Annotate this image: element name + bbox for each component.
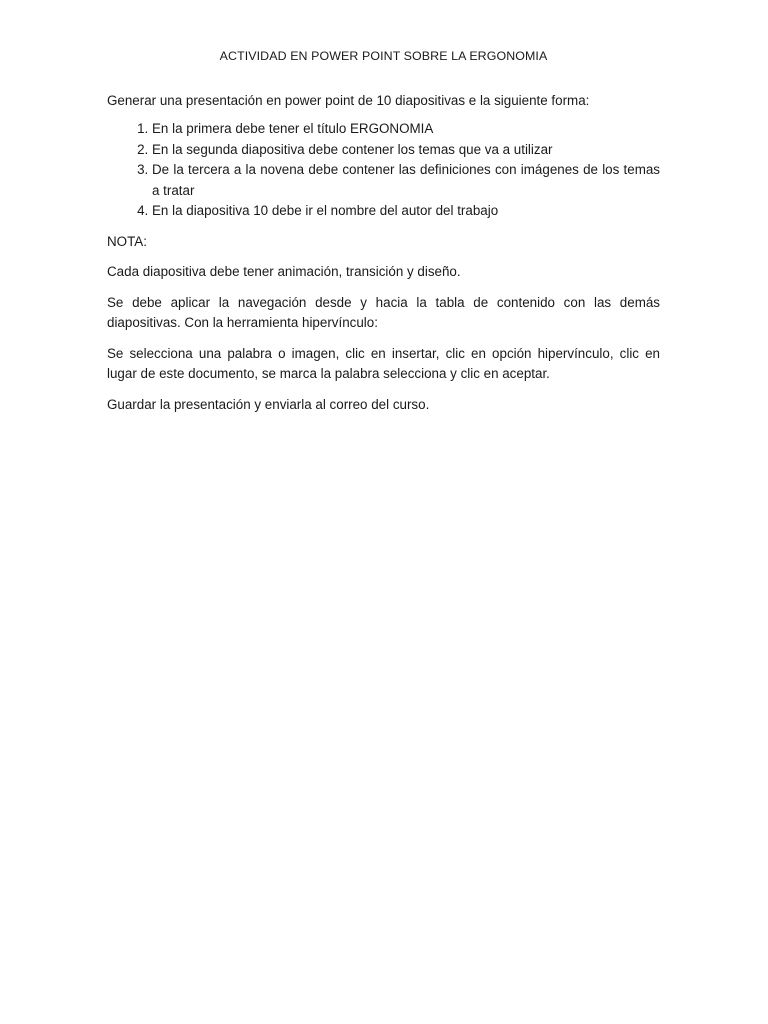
- list-item: 4. En la diapositiva 10 debe ir el nombre del autor del trabajo: [152, 201, 660, 222]
- intro-paragraph: Generar una presentación en power point de 10 diapositivas e la siguiente forma:: [107, 92, 590, 108]
- paragraph-navigation: Se debe aplicar la navegación desde y hacia la tabla de contenido con las demás diapositivas. Con la herramienta hipervínculo:: [107, 294, 660, 330]
- note-label: NOTA:: [107, 233, 147, 249]
- list-item: 2. En la segunda diapositiva debe contener los temas que va a utilizar: [152, 140, 660, 161]
- document-title: ACTIVIDAD EN POWER POINT SOBRE LA ERGONOMIA: [219, 49, 548, 63]
- list-item: 1. En la primera debe tener el título ERGONOMIA: [152, 119, 660, 140]
- list-item: 3. De la tercera a la novena debe contener las definiciones con imágenes de los temas a tratar: [152, 160, 660, 201]
- document-body: [107, 46, 660, 425]
- paragraph-animation: Cada diapositiva debe tener animación, transición y diseño.: [107, 264, 461, 279]
- steps-list: [107, 119, 660, 222]
- paragraph-save: Guardar la presentación y enviarla al correo del curso.: [107, 396, 430, 412]
- paragraph-hyperlink-steps: Se selecciona una palabra o imagen, clic en insertar, clic en opción hipervínculo, clic en lugar de este documento, se marca la palabra selecciona y clic en aceptar.: [107, 345, 660, 381]
